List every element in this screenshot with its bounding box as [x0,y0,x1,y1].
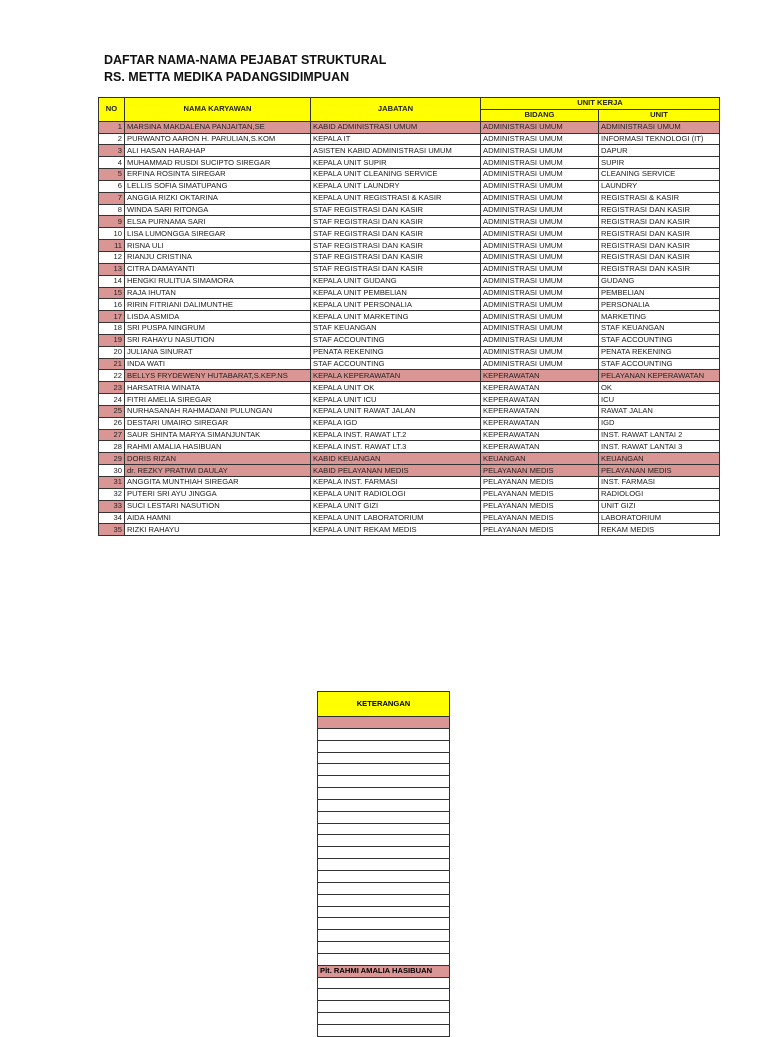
cell-unit: PERSONALIA [599,299,720,311]
cell-no: 19 [99,334,125,346]
cell-jabatan: KEPALA UNIT PERSONALIA [311,299,481,311]
cell-jabatan: STAF REGISTRASI DAN KASIR [311,204,481,216]
cell-no: 28 [99,441,125,453]
keterangan-row [318,811,450,823]
cell-unit: KEUANGAN [599,453,720,465]
cell-no: 13 [99,263,125,275]
cell-jabatan: KEPALA UNIT GUDANG [311,275,481,287]
cell-nama: ANGGIA RIZKI OKTARINA [125,192,311,204]
cell-nama: PURWANTO AARON H. PARULIAN,S.KOM [125,133,311,145]
cell-jabatan: KEPALA UNIT CLEANING SERVICE [311,169,481,181]
keterangan-row [318,728,450,740]
hospital-name: RS. METTA MEDIKA PADANGSIDIMPUAN [104,70,350,84]
cell-no: 11 [99,240,125,252]
cell-unit: INST. FARMASI [599,477,720,489]
cell-nama: ALI HASAN HARAHAP [125,145,311,157]
cell-no: 18 [99,323,125,335]
cell-no: 2 [99,133,125,145]
cell-jabatan: KEPALA UNIT GIZI [311,500,481,512]
cell-nama: LELLIS SOFIA SIMATUPANG [125,180,311,192]
cell-bidang: PELAYANAN MEDIS [481,488,599,500]
table-row [99,287,720,299]
table-row [99,488,720,500]
cell-nama: AIDA HAMNI [125,512,311,524]
cell-unit: UNIT GIZI [599,500,720,512]
cell-nama: SRI RAHAYU NASUTION [125,334,311,346]
table-row [99,204,720,216]
cell-bidang: ADMINISTRASI UMUM [481,287,599,299]
cell-nama: DESTARI UMAIRO SIREGAR [125,417,311,429]
keterangan-row [318,942,450,954]
table-row [99,334,720,346]
cell-nama: ELSA PURNAMA SARI [125,216,311,228]
table-row [99,512,720,524]
keterangan-table [317,691,450,1037]
cell-jabatan: KABID ADMINISTRASI UMUM [311,121,481,133]
cell-bidang: ADMINISTRASI UMUM [481,323,599,335]
cell-bidang: ADMINISTRASI UMUM [481,228,599,240]
cell-jabatan: KEPALA IGD [311,417,481,429]
cell-nama: HARSATRIA WINATA [125,382,311,394]
cell-jabatan: KEPALA IT [311,133,481,145]
cell-unit: STAF ACCOUNTING [599,358,720,370]
keterangan-row: Plt. RAHMI AMALIA HASIBUAN [318,965,450,977]
keterangan-row [318,882,450,894]
cell-bidang: ADMINISTRASI UMUM [481,251,599,263]
cell-unit: REGISTRASI DAN KASIR [599,204,720,216]
cell-bidang: ADMINISTRASI UMUM [481,121,599,133]
table-row [99,133,720,145]
cell-jabatan: STAF REGISTRASI DAN KASIR [311,251,481,263]
keterangan-row [318,918,450,930]
cell-jabatan: KEPALA INST. RAWAT LT.3 [311,441,481,453]
cell-jabatan: STAF REGISTRASI DAN KASIR [311,240,481,252]
cell-jabatan: STAF REGISTRASI DAN KASIR [311,216,481,228]
cell-no: 1 [99,121,125,133]
cell-jabatan: KEPALA INST. RAWAT LT.2 [311,429,481,441]
cell-no: 5 [99,169,125,181]
cell-jabatan: KEPALA UNIT REKAM MEDIS [311,524,481,536]
cell-unit: GUDANG [599,275,720,287]
table-row [99,453,720,465]
cell-jabatan: KEPALA UNIT OK [311,382,481,394]
cell-bidang: PELAYANAN MEDIS [481,512,599,524]
cell-no: 26 [99,417,125,429]
cell-jabatan: STAF KEUANGAN [311,323,481,335]
cell-no: 17 [99,311,125,323]
cell-bidang: ADMINISTRASI UMUM [481,263,599,275]
cell-bidang: ADMINISTRASI UMUM [481,145,599,157]
table-row [99,477,720,489]
cell-unit: INST. RAWAT LANTAI 2 [599,429,720,441]
cell-unit: REGISTRASI DAN KASIR [599,251,720,263]
cell-no: 27 [99,429,125,441]
table-row [99,311,720,323]
table-row [99,382,720,394]
cell-no: 22 [99,370,125,382]
cell-bidang: ADMINISTRASI UMUM [481,358,599,370]
cell-no: 4 [99,157,125,169]
cell-bidang: KEPERAWATAN [481,417,599,429]
cell-no: 35 [99,524,125,536]
cell-bidang: KEPERAWATAN [481,405,599,417]
cell-nama: MARSINA MAKDALENA PANJAITAN,SE [125,121,311,133]
cell-bidang: KEPERAWATAN [481,370,599,382]
cell-bidang: KEPERAWATAN [481,441,599,453]
cell-unit: CLEANING SERVICE [599,169,720,181]
table-row [99,346,720,358]
table-row [99,394,720,406]
table-row [99,228,720,240]
table-row [99,323,720,335]
officials-table [98,97,720,536]
document-title: DAFTAR NAMA-NAMA PEJABAT STRUKTURAL [104,53,387,67]
cell-nama: SUCI LESTARI NASUTION [125,500,311,512]
cell-nama: LISA LUMONGGA SIREGAR [125,228,311,240]
cell-unit: DAPUR [599,145,720,157]
cell-bidang: ADMINISTRASI UMUM [481,311,599,323]
cell-unit: REGISTRASI DAN KASIR [599,216,720,228]
cell-jabatan: KEPALA INST. FARMASI [311,477,481,489]
cell-bidang: PELAYANAN MEDIS [481,477,599,489]
cell-nama: WINDA SARI RITONGA [125,204,311,216]
cell-nama: RIANJU CRISTINA [125,251,311,263]
table-row [99,417,720,429]
cell-no: 7 [99,192,125,204]
cell-nama: MUHAMMAD RUSDI SUCIPTO SIREGAR [125,157,311,169]
cell-unit: PENATA REKENING [599,346,720,358]
cell-no: 16 [99,299,125,311]
cell-unit: STAF ACCOUNTING [599,334,720,346]
keterangan-row [318,1024,450,1036]
table-row [99,429,720,441]
cell-no: 3 [99,145,125,157]
cell-unit: SUPIR [599,157,720,169]
cell-bidang: ADMINISTRASI UMUM [481,192,599,204]
keterangan-row [318,930,450,942]
cell-nama: HENGKI RULITUA SIMAMORA [125,275,311,287]
table-row [99,121,720,133]
cell-unit: ADMINISTRASI UMUM [599,121,720,133]
cell-jabatan: KEPALA UNIT ICU [311,394,481,406]
cell-bidang: KEPERAWATAN [481,429,599,441]
table-row [99,441,720,453]
cell-no: 6 [99,180,125,192]
keterangan-row [318,977,450,989]
table-row [99,299,720,311]
cell-jabatan: KEPALA UNIT LABORATORIUM [311,512,481,524]
cell-jabatan: KEPALA UNIT RADIOLOGI [311,488,481,500]
table-row [99,524,720,536]
cell-nama: ERFINA ROSINTA SIREGAR [125,169,311,181]
keterangan-row [318,799,450,811]
cell-no: 25 [99,405,125,417]
cell-jabatan: PENATA REKENING [311,346,481,358]
table-row [99,500,720,512]
cell-no: 9 [99,216,125,228]
cell-bidang: KEUANGAN [481,453,599,465]
cell-jabatan: STAF ACCOUNTING [311,358,481,370]
table-row [99,275,720,287]
cell-bidang: PELAYANAN MEDIS [481,500,599,512]
cell-jabatan: KEPALA KEPERAWATAN [311,370,481,382]
cell-jabatan: STAF ACCOUNTING [311,334,481,346]
cell-bidang: KEPERAWATAN [481,382,599,394]
cell-no: 30 [99,465,125,477]
cell-nama: ANGGITA MUNTHIAH SIREGAR [125,477,311,489]
keterangan-header: KETERANGAN [318,692,450,717]
cell-bidang: ADMINISTRASI UMUM [481,180,599,192]
keterangan-row [318,1013,450,1025]
table-row [99,370,720,382]
cell-jabatan: STAF REGISTRASI DAN KASIR [311,228,481,240]
cell-nama: RIRIN FITRIANI DALIMUNTHE [125,299,311,311]
cell-nama: RISNA ULI [125,240,311,252]
cell-no: 24 [99,394,125,406]
header-nama: NAMA KARYAWAN [125,98,311,122]
cell-no: 31 [99,477,125,489]
cell-no: 15 [99,287,125,299]
cell-no: 20 [99,346,125,358]
keterangan-row [318,847,450,859]
header-unit-kerja: UNIT KERJA [481,98,720,110]
cell-no: 32 [99,488,125,500]
keterangan-row [318,1001,450,1013]
cell-nama: dr. REZKY PRATIWI DAULAY [125,465,311,477]
keterangan-row [318,870,450,882]
cell-no: 21 [99,358,125,370]
keterangan-row [318,788,450,800]
keterangan-row [318,776,450,788]
keterangan-row [318,894,450,906]
cell-bidang: KEPERAWATAN [481,394,599,406]
cell-bidang: ADMINISTRASI UMUM [481,157,599,169]
cell-jabatan: STAF REGISTRASI DAN KASIR [311,263,481,275]
cell-no: 12 [99,251,125,263]
cell-unit: OK [599,382,720,394]
cell-unit: REGISTRASI DAN KASIR [599,263,720,275]
cell-jabatan: KABID KEUANGAN [311,453,481,465]
cell-unit: INST. RAWAT LANTAI 3 [599,441,720,453]
cell-no: 33 [99,500,125,512]
header-bidang: BIDANG [481,109,599,121]
keterangan-row [318,752,450,764]
table-row [99,145,720,157]
cell-bidang: ADMINISTRASI UMUM [481,240,599,252]
cell-bidang: ADMINISTRASI UMUM [481,204,599,216]
cell-bidang: ADMINISTRASI UMUM [481,346,599,358]
cell-unit: PEMBELIAN [599,287,720,299]
cell-jabatan: KEPALA UNIT SUPIR [311,157,481,169]
cell-unit: PELAYANAN KEPERAWATAN [599,370,720,382]
keterangan-row [318,859,450,871]
cell-unit: IGD [599,417,720,429]
table-row [99,192,720,204]
cell-jabatan: KEPALA UNIT RAWAT JALAN [311,405,481,417]
table-row [99,216,720,228]
cell-unit: STAF KEUANGAN [599,323,720,335]
cell-unit: PELAYANAN MEDIS [599,465,720,477]
cell-nama: SRI PUSPA NINGRUM [125,323,311,335]
table-row [99,251,720,263]
table-row [99,169,720,181]
header-no: NO [99,98,125,122]
keterangan-row [318,740,450,752]
table-row [99,157,720,169]
cell-jabatan: KEPALA UNIT PEMBELIAN [311,287,481,299]
cell-nama: RAHMI AMALIA HASIBUAN [125,441,311,453]
cell-unit: INFORMASI TEKNOLOGI (IT) [599,133,720,145]
table-row [99,240,720,252]
table-row [99,180,720,192]
cell-nama: RAJA IHUTAN [125,287,311,299]
cell-nama: JULIANA SINURAT [125,346,311,358]
cell-unit: REGISTRASI DAN KASIR [599,228,720,240]
keterangan-row [318,764,450,776]
cell-jabatan: KEPALA UNIT LAUNDRY [311,180,481,192]
cell-unit: ICU [599,394,720,406]
cell-unit: RADIOLOGI [599,488,720,500]
cell-nama: DORIS RIZAN [125,453,311,465]
cell-nama: PUTERI SRI AYU JINGGA [125,488,311,500]
cell-no: 10 [99,228,125,240]
cell-no: 23 [99,382,125,394]
cell-nama: LISDA ASMIDA [125,311,311,323]
keterangan-row [318,906,450,918]
cell-nama: FITRI AMELIA SIREGAR [125,394,311,406]
cell-nama: INDA WATI [125,358,311,370]
cell-unit: LABORATORIUM [599,512,720,524]
cell-bidang: ADMINISTRASI UMUM [481,169,599,181]
cell-nama: CITRA DAMAYANTI [125,263,311,275]
cell-unit: RAWAT JALAN [599,405,720,417]
header-unit: UNIT [599,109,720,121]
cell-nama: BELLYS FRYDEWENY HUTABARAT,S.KEP.NS [125,370,311,382]
cell-unit: REGISTRASI & KASIR [599,192,720,204]
cell-bidang: ADMINISTRASI UMUM [481,133,599,145]
table-row [99,405,720,417]
cell-bidang: PELAYANAN MEDIS [481,524,599,536]
cell-no: 8 [99,204,125,216]
header-jabatan: JABATAN [311,98,481,122]
keterangan-row [318,835,450,847]
cell-jabatan: ASISTEN KABID ADMINISTRASI UMUM [311,145,481,157]
table-row [99,263,720,275]
cell-bidang: ADMINISTRASI UMUM [481,334,599,346]
keterangan-row [318,989,450,1001]
table-row [99,358,720,370]
cell-nama: RIZKI RAHAYU [125,524,311,536]
cell-bidang: ADMINISTRASI UMUM [481,275,599,287]
cell-unit: REGISTRASI DAN KASIR [599,240,720,252]
cell-bidang: PELAYANAN MEDIS [481,465,599,477]
cell-unit: LAUNDRY [599,180,720,192]
keterangan-row [318,823,450,835]
keterangan-row [318,953,450,965]
table-row [99,465,720,477]
cell-jabatan: KEPALA UNIT REGISTRASI & KASIR [311,192,481,204]
cell-bidang: ADMINISTRASI UMUM [481,299,599,311]
cell-nama: SAUR SHINTA MARYA SIMANJUNTAK [125,429,311,441]
cell-no: 34 [99,512,125,524]
keterangan-row [318,717,450,729]
cell-unit: MARKETING [599,311,720,323]
cell-nama: NURHASANAH RAHMADANI PULUNGAN [125,405,311,417]
cell-jabatan: KEPALA UNIT MARKETING [311,311,481,323]
cell-bidang: ADMINISTRASI UMUM [481,216,599,228]
cell-no: 29 [99,453,125,465]
cell-jabatan: KABID PELAYANAN MEDIS [311,465,481,477]
cell-unit: REKAM MEDIS [599,524,720,536]
cell-no: 14 [99,275,125,287]
